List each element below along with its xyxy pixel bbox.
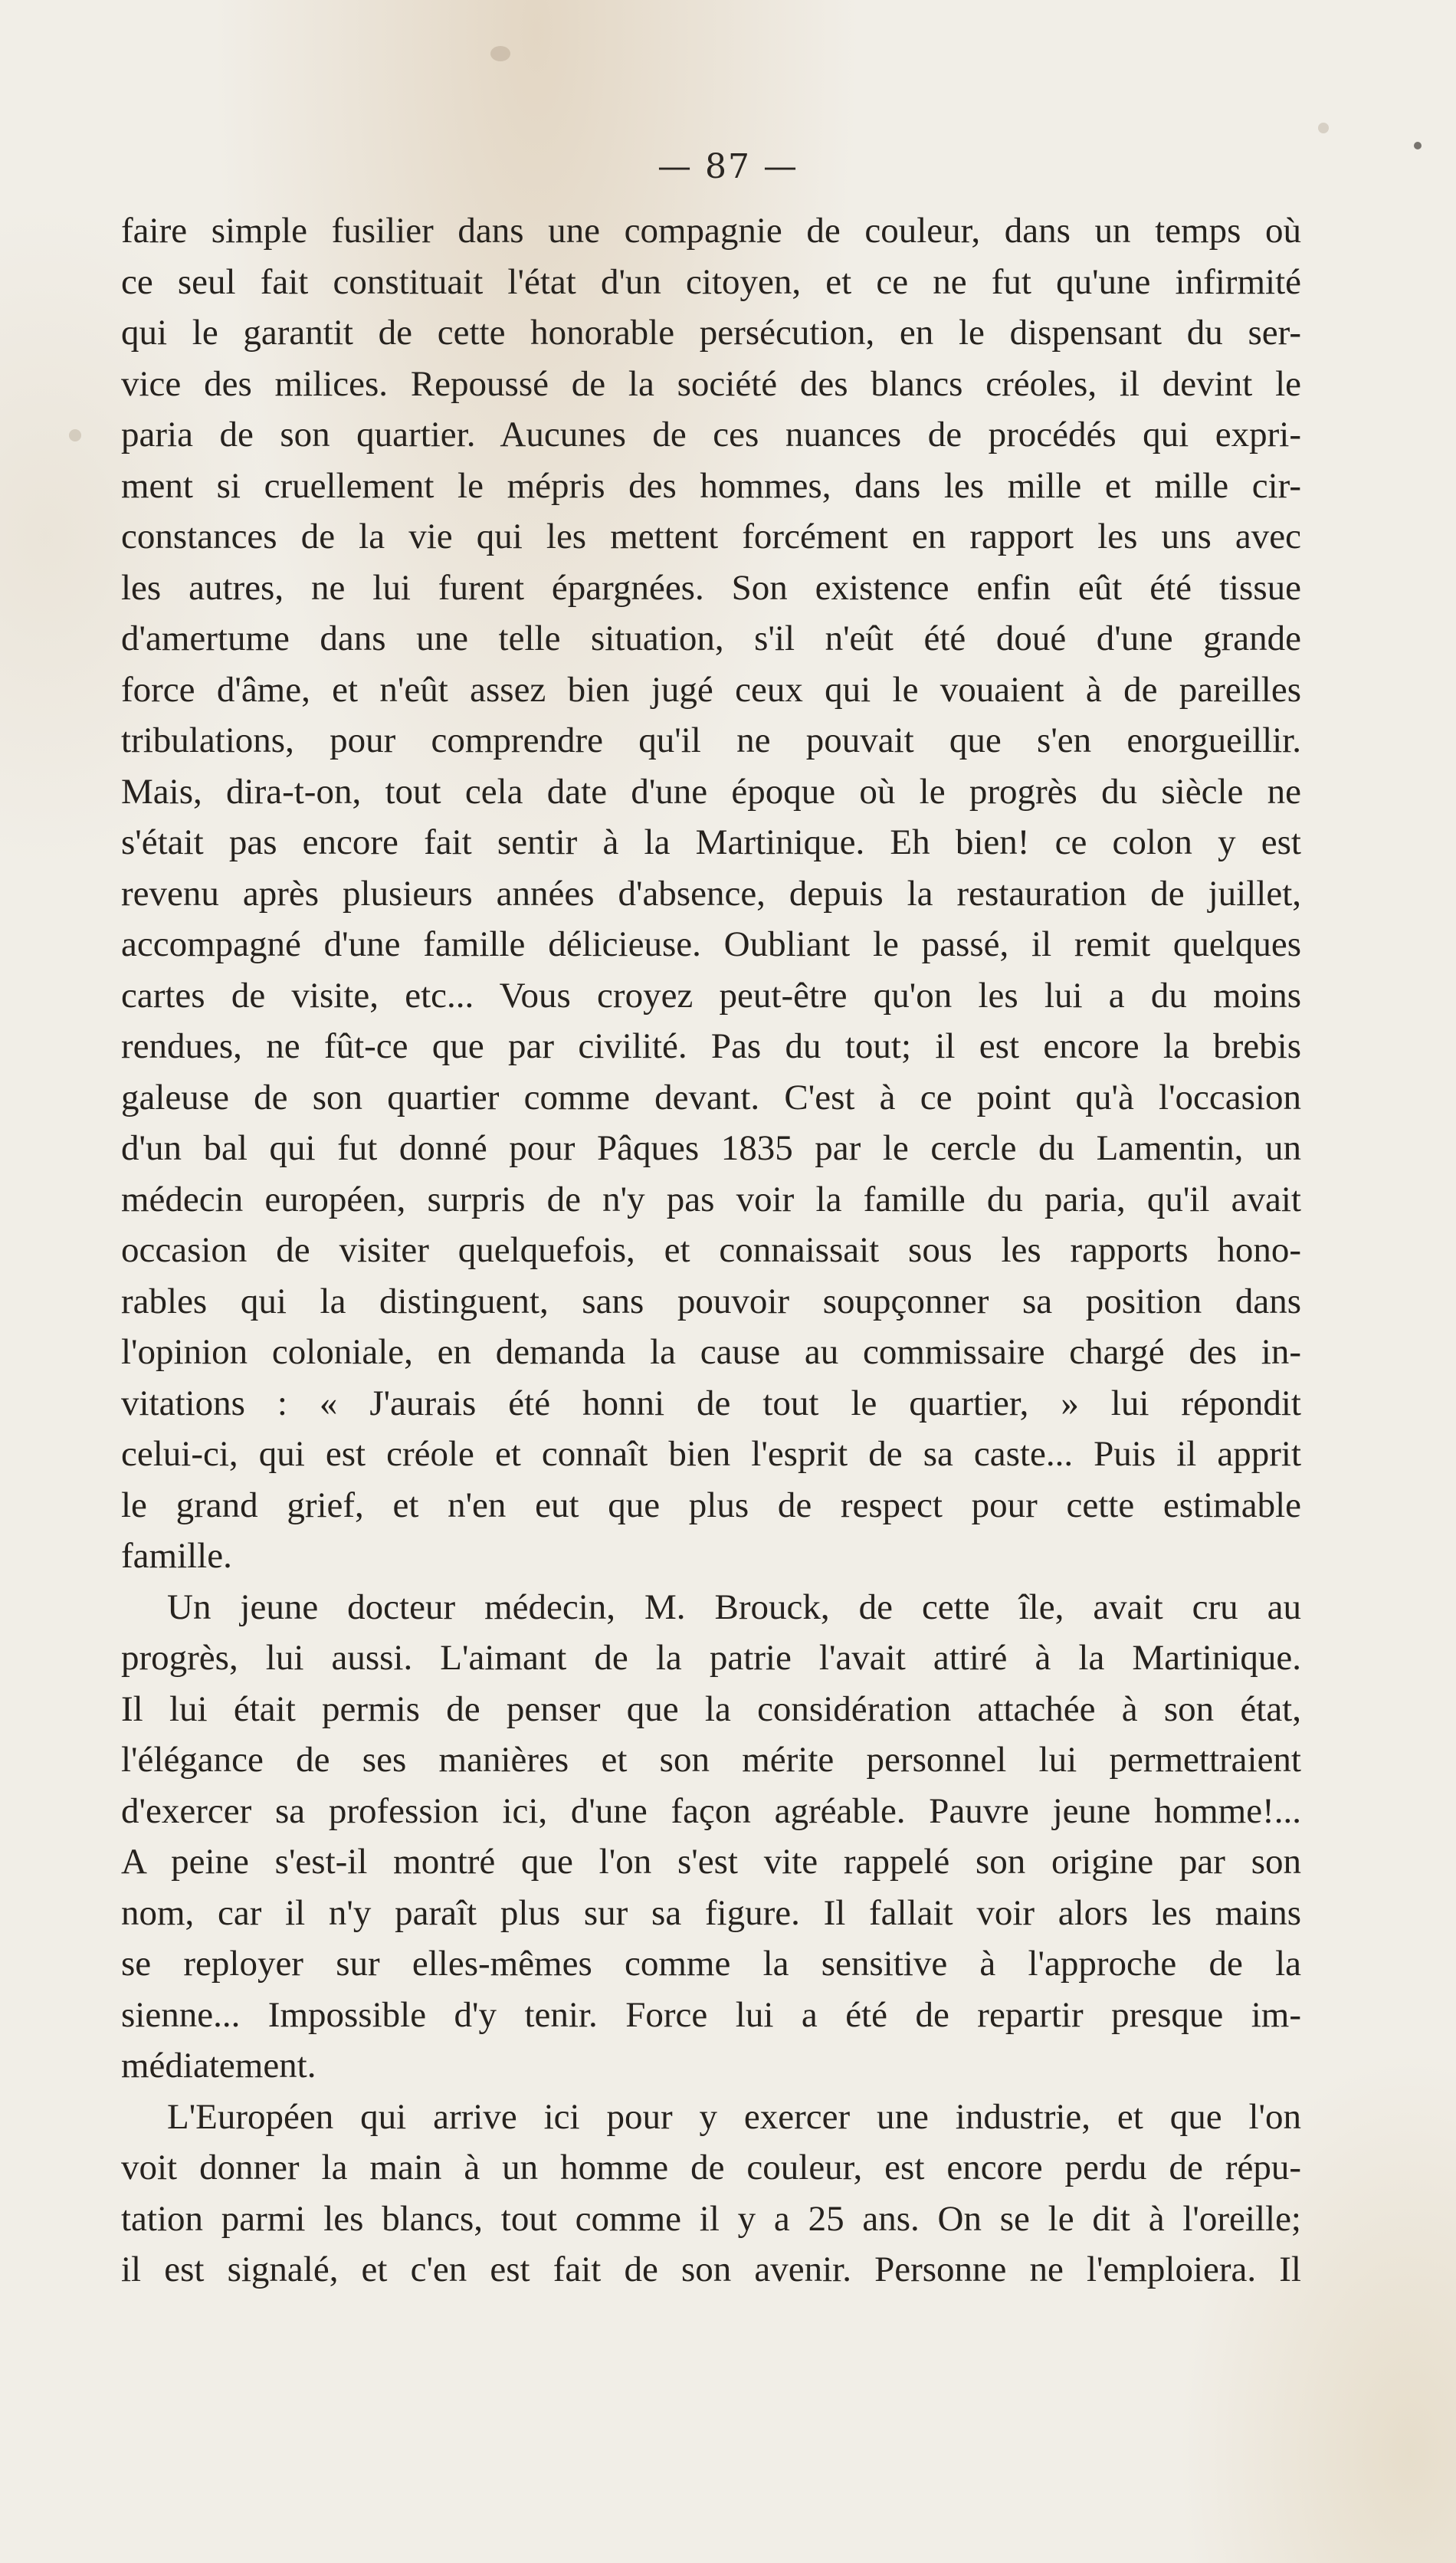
text-line: Il lui était permis de penser que la considération attachée à son état, xyxy=(121,1688,1301,1729)
text-line: rendues, ne fût-ce que par civilité. Pas du tout; il est encore la brebis xyxy=(121,1026,1301,1066)
text-line: vice des milices. Repoussé de la société des blancs créoles, il devint le xyxy=(121,363,1301,404)
text-line: sienne... Impossible d'y tenir. Force lui a été de repartir presque im- xyxy=(121,1994,1301,2035)
text-line: progrès, lui aussi. L'aimant de la patrie l'avait attiré à la Martinique. xyxy=(121,1638,1301,1678)
text-line: le grand grief, et n'en eut que plus de respect pour cette estimable xyxy=(121,1485,1301,1525)
body-text xyxy=(121,205,1301,2296)
text-line: ce seul fait constituait l'état d'un citoyen, et ce ne fut qu'une infirmité xyxy=(121,261,1301,302)
text-line: galeuse de son quartier comme devant. C'est à ce point qu'à l'occasion xyxy=(121,1077,1301,1117)
text-line: les autres, ne lui furent épargnées. Son existence enfin eût été tissue xyxy=(121,567,1301,608)
text-line: d'exercer sa profession ici, d'une façon agréable. Pauvre jeune homme!... xyxy=(121,1790,1301,1831)
text-line: celui-ci, qui est créole et connaît bien l'esprit de sa caste... Puis il apprit xyxy=(121,1434,1301,1474)
text-line: se reployer sur elles-mêmes comme la sensitive à l'approche de la xyxy=(121,1944,1301,1984)
text-line: cartes de visite, etc... Vous croyez peut-être qu'on les lui a du moins xyxy=(121,975,1301,1016)
text-line: accompagné d'une famille délicieuse. Oubliant le passé, il remit quelques xyxy=(121,924,1301,964)
text-line: d'amertume dans une telle situation, s'il n'eût été doué d'une grande xyxy=(121,619,1301,658)
text-line: s'était pas encore fait sentir à la Martinique. Eh bien! ce colon y est xyxy=(121,822,1301,862)
text-line: constances de la vie qui les mettent forcément en rapport les uns avec xyxy=(121,517,1301,556)
text-line: l'élégance de ses manières et son mérite personnel lui permettraient xyxy=(121,1740,1301,1780)
text-line: occasion de visiter quelquefois, et connaissait sous les rapports hono- xyxy=(121,1230,1301,1270)
text-line: A peine s'est-il montré que l'on s'est vite rappelé son origine par son xyxy=(121,1842,1301,1882)
text-line: nom, car il n'y paraît plus sur sa figure. Il fallait voir alors les mains xyxy=(121,1892,1301,1933)
text-line: force d'âme, et n'eût assez bien jugé ceux qui le vouaient à de pareilles xyxy=(121,669,1301,710)
text-line: L'Européen qui arrive ici pour y exercer une industrie, et que l'on xyxy=(167,2096,1301,2137)
foxing-stain xyxy=(1318,123,1329,133)
text-line: rables qui la distinguent, sans pouvoir soupçonner sa position dans xyxy=(121,1281,1301,1321)
text-line: médiatement. xyxy=(121,2046,316,2086)
text-line: tation parmi les blancs, tout comme il y a 25 ans. On se le dit à l'oreille; xyxy=(121,2198,1301,2239)
text-line: revenu après plusieurs années d'absence, depuis la restauration de juillet, xyxy=(121,873,1301,914)
text-line: d'un bal qui fut donné pour Pâques 1835 par le cercle du Lamentin, un xyxy=(121,1128,1301,1168)
text-line: Un jeune docteur médecin, M. Brouck, de cette île, avait cru au xyxy=(167,1587,1301,1627)
text-line: paria de son quartier. Aucunes de ces nuances de procédés qui expri- xyxy=(121,415,1301,455)
page-number: — 87 — xyxy=(657,147,799,186)
text-line: Mais, dira-t-on, tout cela date d'une époque où le progrès du siècle ne xyxy=(121,771,1301,812)
text-line: qui le garantit de cette honorable persécution, en le dispensant du ser- xyxy=(121,313,1301,353)
text-line: vitations : « J'aurais été honni de tout le quartier, » lui répondit xyxy=(121,1383,1301,1423)
text-line: voit donner la main à un homme de couleur, est encore perdu de répu- xyxy=(121,2148,1301,2187)
text-line: tribulations, pour comprendre qu'il ne pouvait que s'en enorgueillir. xyxy=(121,720,1301,760)
text-line: médecin européen, surpris de n'y pas voir la famille du paria, qu'il avait xyxy=(121,1179,1301,1219)
text-line: l'opinion coloniale, en demanda la cause au commissaire chargé des in- xyxy=(121,1332,1301,1372)
foxing-stain xyxy=(490,46,510,61)
foxing-stain xyxy=(69,429,81,441)
text-line: il est signalé, et c'en est fait de son avenir. Personne ne l'emploiera. Il xyxy=(121,2250,1301,2289)
text-line: ment si cruellement le mépris des hommes, dans les mille et mille cir- xyxy=(121,465,1301,506)
text-line: famille. xyxy=(121,1536,232,1576)
text-line: faire simple fusilier dans une compagnie de couleur, dans un temps où xyxy=(121,211,1301,251)
